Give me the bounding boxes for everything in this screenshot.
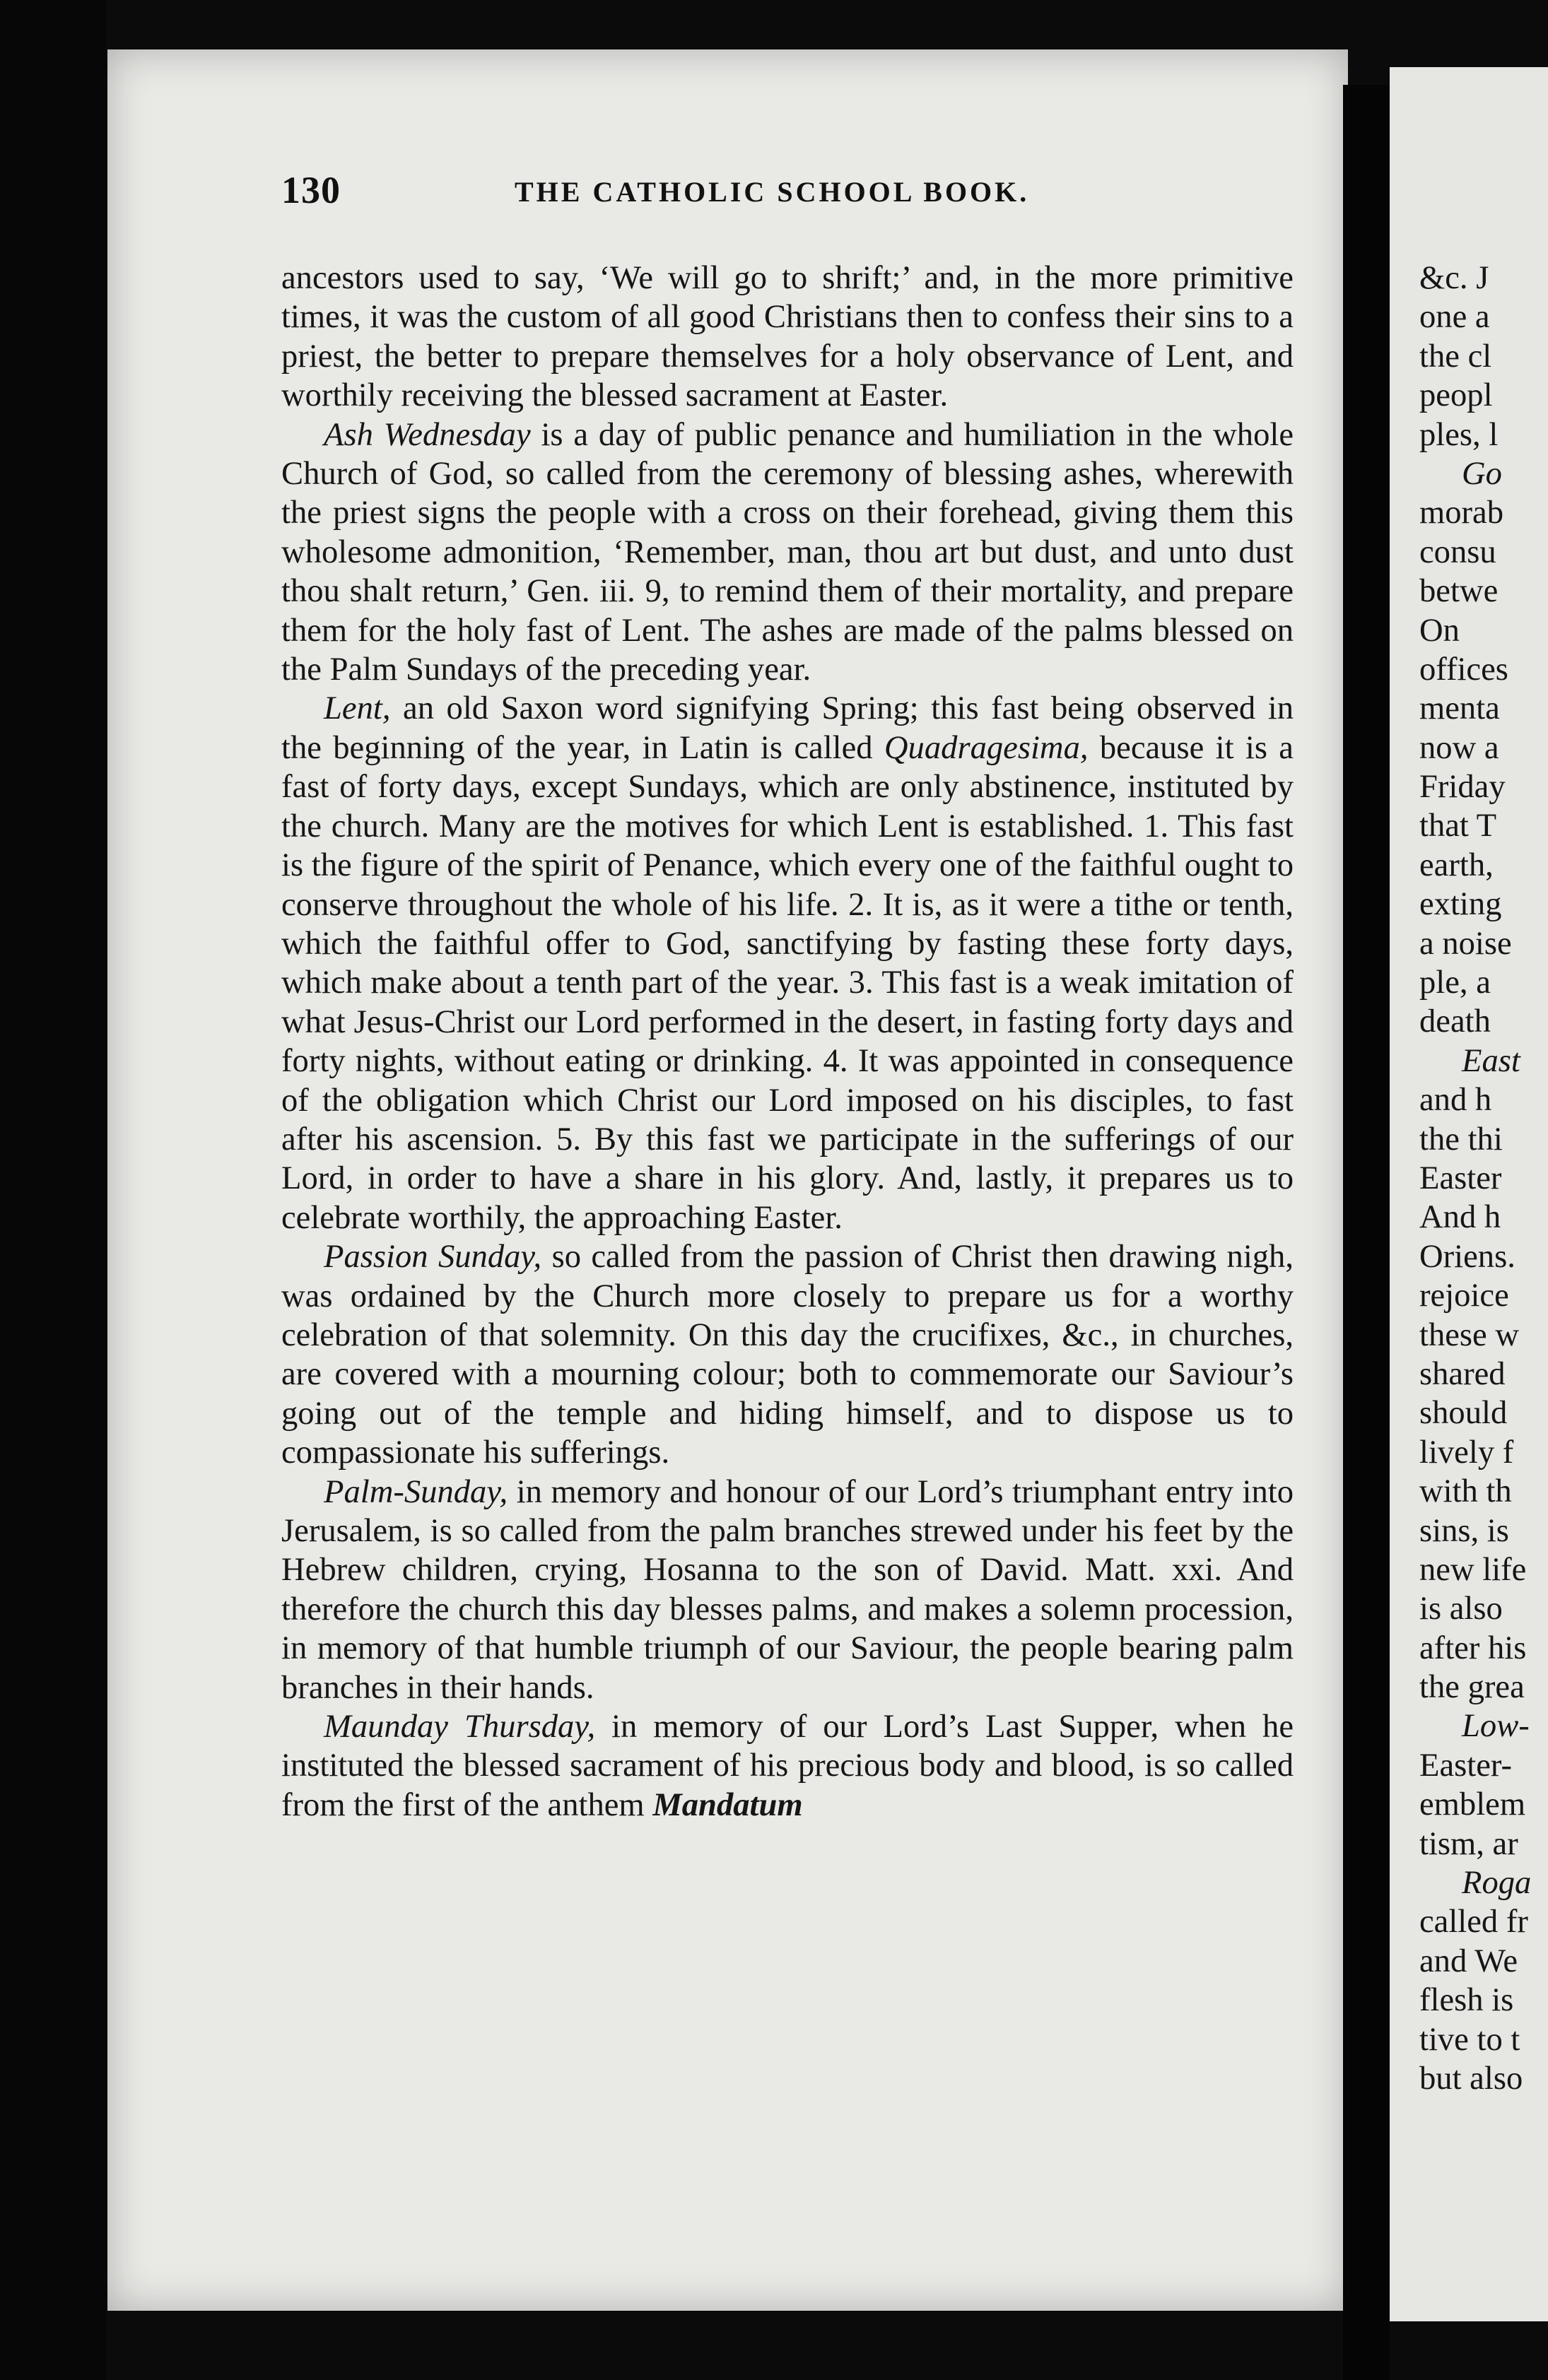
paragraph-text: ancestors used to say, ‘We will go to shrift;’ and, in the more primitive times, it was the custom of all good Christians then to confess their sins to a priest, the better to prepare themselves for a holy observance of Lent, and worthily receiving the blessed sacrament at Easter.	[281, 259, 1294, 414]
term-quadragesima: Quadragesima,	[884, 729, 1089, 766]
right-page-line: ple, a	[1419, 964, 1491, 1001]
term-palm-sunday: Palm-Sunday,	[324, 1473, 508, 1510]
right-page-line: ples, l	[1419, 416, 1499, 453]
term-maunday-thursday: Maunday Thursday,	[324, 1708, 596, 1745]
right-page-line: emblem	[1419, 1786, 1526, 1823]
right-page-line: Easter-	[1419, 1746, 1512, 1784]
right-page-line: called fr	[1419, 1903, 1528, 1940]
right-page-line: shared	[1419, 1355, 1506, 1392]
paragraph-text: in memory of our Lord’s Last Supper, when he instituted the blessed sacrament of his precious body and blood, is so called from the first of the anthem	[281, 1708, 1294, 1823]
right-page-line: On	[1419, 611, 1460, 649]
right-page-line: menta	[1419, 690, 1500, 727]
right-page-line: the thi	[1419, 1120, 1503, 1157]
right-page-line: Low-	[1462, 1707, 1530, 1745]
body-text	[281, 259, 1294, 1825]
right-page-line: offices	[1419, 650, 1508, 688]
paragraph-text: in memory and honour of our Lord’s triumphant entry into Jerusalem, is so called from the palm branches strewed under his feet by the Hebrew children, crying, Hosanna to the son of David. Matt. xxi. And therefore the church this day blesses palms, and makes a solemn procession, in memory of that humble triumph of our Saviour, the people bearing palm branches in their hands.	[281, 1473, 1294, 1706]
right-page-line: rejoice	[1419, 1277, 1509, 1314]
right-page-line: betwe	[1419, 572, 1499, 610]
right-page-line: East	[1462, 1042, 1520, 1079]
right-page-line: is also	[1419, 1590, 1503, 1627]
right-page-line: after his	[1419, 1629, 1527, 1666]
right-page-line: with th	[1419, 1473, 1512, 1510]
right-page-line: Oriens.	[1419, 1237, 1515, 1275]
right-page-line: tism, ar	[1419, 1825, 1518, 1862]
right-page-line: morab	[1419, 494, 1504, 531]
right-page-line: death	[1419, 1003, 1491, 1040]
right-page-line: &c. J	[1419, 259, 1489, 296]
right-page-line: Go	[1462, 454, 1502, 492]
right-page-line: earth,	[1419, 846, 1494, 883]
right-page-line: now a	[1419, 729, 1499, 766]
right-page-line: new life	[1419, 1550, 1527, 1588]
right-page-line: that T	[1419, 807, 1497, 844]
term-passion-sunday: Passion Sunday,	[324, 1238, 542, 1276]
right-page-line: and h	[1419, 1081, 1492, 1119]
paragraph-text: is a day of public penance and humiliation in the whole Church of God, so called from the ceremony of blessing ashes, wherewith the priest signs the people with a cross on their forehead, giving them this wholesome admonition, ‘Remember, man, thou art but dust, and unto dust thou shalt return,’ Gen. iii. 9, to remind them of their mortality, and prepare them for the holy fast of Lent. The ashes are made of the palms blessed on the Palm Sundays of the preceding year.	[281, 416, 1294, 688]
right-page-line: the grea	[1419, 1668, 1525, 1706]
page-header	[281, 168, 1292, 225]
right-page-line: peopl	[1419, 377, 1493, 414]
right-page-line: and We	[1419, 1942, 1518, 1979]
paragraph-text: so called from the passion of Christ then drawing nigh, was ordained by the Church more closely to prepare us for a worthy celebration of that solemnity. On this day the crucifixes, &c., in churches, are covered with a mourning colour; both to commemorate our Saviour’s going out of the temple and hiding himself, and to dispose us to compassionate his sufferings.	[281, 1238, 1294, 1471]
right-page-line: lively f	[1419, 1433, 1514, 1471]
running-head: THE CATHOLIC SCHOOL BOOK.	[515, 176, 1030, 208]
right-page-line: one a	[1419, 298, 1490, 336]
right-page-line: but also	[1419, 2059, 1523, 2097]
page-number: 130	[281, 169, 341, 211]
paragraph-passion-sunday	[281, 1237, 1294, 1472]
right-page-line: tive to t	[1419, 2020, 1520, 2058]
term-ash-wednesday: Ash Wednesday	[324, 416, 531, 453]
right-page-line: consu	[1419, 533, 1496, 570]
paragraph-maunday-thursday	[281, 1707, 1294, 1825]
term-mandatum: Mandatum	[652, 1786, 803, 1823]
paragraph-palm-sunday	[281, 1473, 1294, 1707]
right-page-line: Roga	[1462, 1864, 1532, 1902]
paragraph-text: because it is a fast of forty days, except Sundays, which are only abstinence, instituted by the church. Many are the motives for which Lent is established. 1. This fast is the figure of the spirit of Penance, which every one of the faithful ought to conserve throughout the whole of his life. 2. It is, as it were a tithe or tenth, which the faithful offer to God, sanctifying by fasting these forty days, which make about a tenth part of the year. 3. This fast is a weak imitation of what Jesus-Christ our Lord performed in the desert, in fasting forty days and forty nights, without eating or drinking. 4. It was appointed in consequence of the obligation which Christ our Lord imposed on his disciples, to fast after his ascension. 5. By this fast we participate in the sufferings of our Lord, in order to have a share in his glory. And, lastly, it prepares us to celebrate worthily, the approaching Easter.	[281, 729, 1294, 1236]
paragraph-ash-wednesday	[281, 416, 1294, 690]
right-page-line: flesh is	[1419, 1981, 1514, 2019]
book-gutter	[1343, 85, 1390, 2380]
right-page-column	[1419, 259, 1548, 2098]
paragraph-text: an old Saxon word signifying Spring; this fast being observed in the beginning of the year, in Latin is called	[281, 690, 1294, 766]
right-page-line: Easter	[1419, 1159, 1502, 1196]
right-page-line: exting	[1419, 885, 1502, 923]
right-page-line: And h	[1419, 1198, 1501, 1236]
paragraph-confession	[281, 259, 1294, 416]
right-page-line: Friday	[1419, 768, 1506, 806]
right-page-line: a noise	[1419, 924, 1512, 962]
scan-margin-left	[0, 0, 106, 2380]
paragraph-lent	[281, 689, 1294, 1237]
right-page-line: sins, is	[1419, 1512, 1509, 1549]
term-lent: Lent,	[324, 690, 391, 727]
right-page-line: should	[1419, 1394, 1508, 1432]
right-page-line: these w	[1419, 1316, 1520, 1353]
right-page-line: the cl	[1419, 337, 1492, 375]
